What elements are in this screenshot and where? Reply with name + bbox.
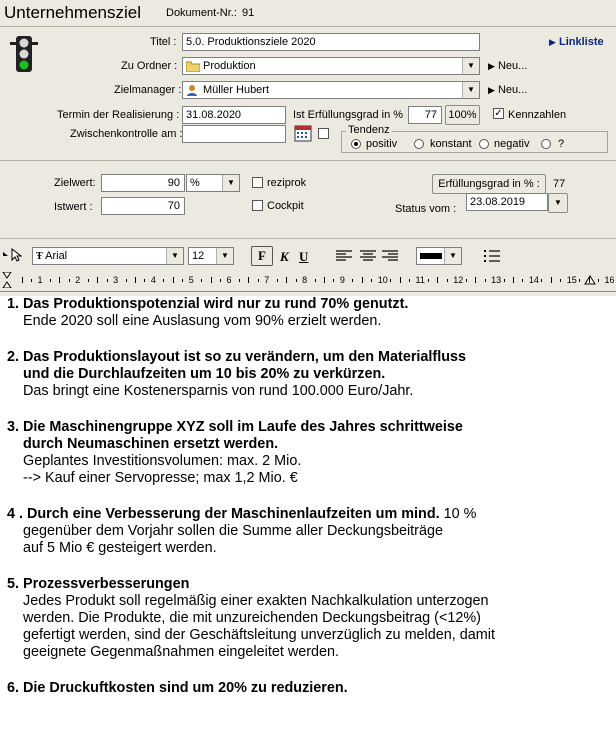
ruler-tick xyxy=(541,279,542,282)
neu-ordner-label: Neu... xyxy=(497,60,528,72)
ruler-number: 5 xyxy=(188,275,194,285)
ruler-tick xyxy=(220,279,221,282)
ruler-number: 15 xyxy=(566,275,577,285)
linkliste-link[interactable] xyxy=(549,36,604,48)
manager-label: Zielmanager : xyxy=(114,84,182,96)
zwischen-label: Zwischenkontrolle am : xyxy=(70,128,183,140)
ruler-tick xyxy=(31,279,32,282)
ruler-tick xyxy=(135,277,136,283)
align-right-icon[interactable] xyxy=(382,249,398,263)
tendenz-option-positiv: positiv xyxy=(366,138,398,150)
ruler-number: 10 xyxy=(377,275,388,285)
goal-heading: 2. Das Produktionslayout ist so zu verändern, um den Materialfluss xyxy=(7,349,467,365)
goal-body-line: Ende 2020 soll eine Auslasung vom 90% erzielt werden. xyxy=(23,313,382,329)
window-title: Unternehmensziel xyxy=(4,3,142,22)
ruler-tick xyxy=(447,279,448,282)
ruler-tick xyxy=(475,277,476,283)
tendenz-option-konstant: konstant xyxy=(430,138,472,150)
ruler-tick xyxy=(598,279,599,282)
italic-button[interactable]: K xyxy=(280,249,289,264)
ruler-tick xyxy=(107,279,108,282)
ruler-tick xyxy=(211,277,212,283)
ruler-tick xyxy=(258,279,259,282)
arrow-right-icon: ▶ xyxy=(488,85,495,95)
neu-manager-label: Neu... xyxy=(497,84,528,96)
ruler-tick xyxy=(504,279,505,282)
ruler-tick xyxy=(88,279,89,282)
zwischen-input[interactable] xyxy=(182,125,286,143)
ruler-tick xyxy=(59,277,60,283)
istwert-label: Istwert : xyxy=(54,201,93,213)
ruler-number: 4 xyxy=(150,275,156,285)
ordner-value: Produktion xyxy=(203,60,256,72)
ruler-tick xyxy=(522,279,523,282)
tendenz-option-unknown: ? xyxy=(558,138,565,150)
title-bar xyxy=(0,0,616,27)
ruler-tick xyxy=(239,279,240,282)
termin-label: Termin der Realisierung : xyxy=(57,109,180,121)
ruler-number: 13 xyxy=(491,275,502,285)
divider xyxy=(0,160,616,161)
reziprok-label: reziprok xyxy=(267,177,307,189)
termin-input[interactable]: 31.08.2020 xyxy=(182,106,286,124)
ruler-tick xyxy=(409,279,410,282)
kennzahlen-checkbox[interactable]: ✓ xyxy=(494,108,503,119)
ruler-tick xyxy=(50,279,51,282)
ordner-select[interactable] xyxy=(182,57,480,75)
document-number-label: Dokument-Nr.: xyxy=(166,7,237,19)
goal-heading: 6. Die Druckuftkosten sind um 20% zu reduzieren. xyxy=(7,680,348,696)
goal-body-line: gegenüber dem Vorjahr sollen die Summe aller Deckungsbeiträge xyxy=(23,523,443,539)
underline-button[interactable]: U xyxy=(299,249,309,264)
ruler-tick xyxy=(362,277,363,283)
ruler-tick xyxy=(182,279,183,282)
ruler-number: 1 xyxy=(37,275,43,285)
erfuellungsgrad-button[interactable]: Erfüllungsgrad in % : xyxy=(432,174,546,194)
tendenz-option-negativ: negativ xyxy=(494,138,530,150)
ruler-tick xyxy=(69,279,70,282)
goal-heading: 5. Prozessverbesserungen xyxy=(7,576,190,592)
font-size-select[interactable] xyxy=(188,247,234,265)
hundred-percent-button[interactable]: 100% xyxy=(445,105,480,125)
ruler-tick xyxy=(126,279,127,282)
ruler-tick xyxy=(437,277,438,283)
goal-item xyxy=(7,506,607,557)
goal-body-line: --> Kauf einer Servopresse; max 1,2 Mio. € xyxy=(23,470,298,486)
ruler-tick xyxy=(173,277,174,283)
goal-item xyxy=(7,419,607,487)
divider xyxy=(0,238,616,239)
tendenz-radio-negativ[interactable] xyxy=(479,139,489,149)
ruler-tick xyxy=(485,279,486,282)
tendenz-radio-konstant[interactable] xyxy=(414,139,424,149)
zielwert-label: Zielwert: xyxy=(54,177,96,189)
ruler-number: 7 xyxy=(264,275,270,285)
status-input[interactable]: 23.08.2019 xyxy=(466,193,548,211)
goal-heading-tail: 10 % xyxy=(439,506,477,522)
color-swatch xyxy=(420,253,442,259)
ruler[interactable] xyxy=(0,272,616,290)
goal-body-line: Das bringt eine Kostenersparnis von rund 100.000 Euro/Jahr. xyxy=(23,383,414,399)
linkliste-label: Linkliste xyxy=(558,36,604,48)
cockpit-label: Cockpit xyxy=(267,200,304,212)
goal-body-line: auf 5 Mio € gesteigert werden. xyxy=(23,540,217,556)
indent-marker-icon[interactable] xyxy=(2,272,12,288)
goal-item xyxy=(7,576,607,661)
align-center-icon[interactable] xyxy=(360,249,376,263)
ruler-tick xyxy=(22,277,23,283)
ruler-tick xyxy=(551,277,552,283)
chevron-down-icon: ▼ xyxy=(554,198,562,207)
ruler-number: 9 xyxy=(339,275,345,285)
chevron-down-icon[interactable]: ▼ xyxy=(462,82,479,98)
ruler-tick xyxy=(315,279,316,282)
ruler-tick xyxy=(163,279,164,282)
ruler-number: 16 xyxy=(604,275,615,285)
ruler-tick xyxy=(466,279,467,282)
ruler-tick xyxy=(144,279,145,282)
goal-body-line: geeignete Gegenmaßnahmen eingeleitet werden. xyxy=(23,644,340,660)
unit-select[interactable] xyxy=(186,174,240,192)
chevron-down-icon[interactable]: ▼ xyxy=(222,175,239,191)
ruler-tick xyxy=(277,279,278,282)
ruler-tick xyxy=(560,279,561,282)
unit-value: % xyxy=(190,177,200,189)
status-dropdown-button[interactable] xyxy=(548,193,568,213)
ruler-tick xyxy=(296,279,297,282)
cursor-arrow-icon[interactable] xyxy=(2,248,22,262)
manager-select[interactable] xyxy=(182,81,480,99)
chevron-down-icon[interactable]: ▼ xyxy=(444,248,461,264)
neu-ordner-link[interactable] xyxy=(488,60,527,72)
ruler-tick xyxy=(390,279,391,282)
ruler-tick xyxy=(589,277,590,283)
font-family-value: Arial xyxy=(45,250,68,262)
tendenz-radio-positiv[interactable] xyxy=(351,139,361,149)
chevron-down-icon[interactable]: ▼ xyxy=(166,248,183,264)
truetype-icon: Ŧ xyxy=(36,251,43,262)
calendar-icon[interactable] xyxy=(294,124,312,142)
ruler-number: 3 xyxy=(113,275,119,285)
reziprok-checkbox[interactable] xyxy=(252,177,263,188)
bold-button[interactable]: F xyxy=(251,246,273,266)
divider xyxy=(0,291,616,292)
text-color-select[interactable] xyxy=(416,247,462,265)
chevron-down-icon[interactable]: ▼ xyxy=(216,248,233,264)
goal-heading: durch Neumaschinen ersetzt werden. xyxy=(23,436,279,452)
titel-label: Titel : xyxy=(150,36,177,48)
status-label: Status vom : xyxy=(395,203,457,215)
font-family-select[interactable] xyxy=(32,247,184,265)
goal-body-line: werden. Die Produkte, die mit unzureichenden Deckungsbeitrag (<12%) xyxy=(23,610,481,626)
ruler-tick xyxy=(513,277,514,283)
ordner-label: Zu Ordner : xyxy=(121,60,178,72)
chevron-down-icon[interactable]: ▼ xyxy=(462,58,479,74)
ruler-tick xyxy=(400,277,401,283)
erfuellung-label: Ist Erfüllungsgrad in % xyxy=(293,109,404,121)
goal-description-editor[interactable] xyxy=(7,296,607,716)
ruler-tick xyxy=(428,279,429,282)
kennzahlen-label: Kennzahlen xyxy=(508,109,567,121)
traffic-light-icon xyxy=(10,36,38,72)
ruler-tick xyxy=(371,279,372,282)
font-size-value: 12 xyxy=(192,250,205,262)
ruler-number: 8 xyxy=(302,275,308,285)
ruler-tick xyxy=(333,279,334,282)
ruler-number: 14 xyxy=(528,275,539,285)
goal-heading: 4 . Durch eine Verbesserung der Maschinenlaufzeiten um mind. 10 % xyxy=(7,506,477,522)
goal-heading: und die Durchlaufzeiten um 10 bis 20% zu verkürzen. xyxy=(23,366,386,382)
ruler-tick xyxy=(286,277,287,283)
manager-value: Müller Hubert xyxy=(203,84,270,96)
align-left-icon[interactable] xyxy=(336,249,352,263)
goal-body-line: Jedes Produkt soll regelmäßig einer exakten Nachkalkulation unterzogen xyxy=(23,593,489,609)
right-margin-marker-icon[interactable] xyxy=(584,274,596,286)
ruler-tick xyxy=(201,279,202,282)
ruler-tick xyxy=(97,277,98,283)
ruler-tick xyxy=(352,279,353,282)
ruler-number: 11 xyxy=(415,275,425,285)
folder-icon xyxy=(186,61,200,72)
document-number: 91 xyxy=(242,7,255,19)
tendenz-radio-unknown[interactable] xyxy=(541,139,551,149)
istwert-input[interactable]: 70 xyxy=(101,197,185,215)
goal-heading: 3. Die Maschinengruppe XYZ soll im Laufe des Jahres schrittweise xyxy=(7,419,463,435)
zwischen-checkbox[interactable] xyxy=(318,128,329,139)
ruler-number: 6 xyxy=(226,275,232,285)
ruler-tick xyxy=(324,277,325,283)
zielwert-input[interactable]: 90 xyxy=(101,174,185,192)
goal-item xyxy=(7,296,607,330)
goal-item xyxy=(7,680,607,697)
neu-manager-link[interactable] xyxy=(488,84,527,96)
ruler-number: 12 xyxy=(453,275,464,285)
arrow-right-icon: ▶ xyxy=(488,61,495,71)
cockpit-checkbox[interactable] xyxy=(252,200,263,211)
ruler-tick xyxy=(248,277,249,283)
goal-item xyxy=(7,349,607,400)
goal-heading: 1. Das Produktionspotenzial wird nur zu rund 70% genutzt. xyxy=(7,296,409,312)
ruler-tick xyxy=(579,279,580,282)
tendenz-label: Tendenz xyxy=(348,124,390,136)
person-icon xyxy=(186,84,198,96)
goal-body-line: Geplantes Investitionsvolumen: max. 2 Mio. xyxy=(23,453,302,469)
arrow-right-icon: ▶ xyxy=(549,37,556,47)
goal-body-line: gefertigt werden, sind der Geschäftsleitung unverzüglich zu melden, damit xyxy=(23,627,495,643)
ruler-number: 2 xyxy=(75,275,81,285)
titel-input[interactable]: 5.0. Produktionsziele 2020 xyxy=(182,33,480,51)
erfuellungsgrad-result: 77 xyxy=(553,178,566,190)
bullet-list-icon[interactable] xyxy=(484,249,500,263)
erfuellung-input[interactable]: 77 xyxy=(408,106,442,124)
